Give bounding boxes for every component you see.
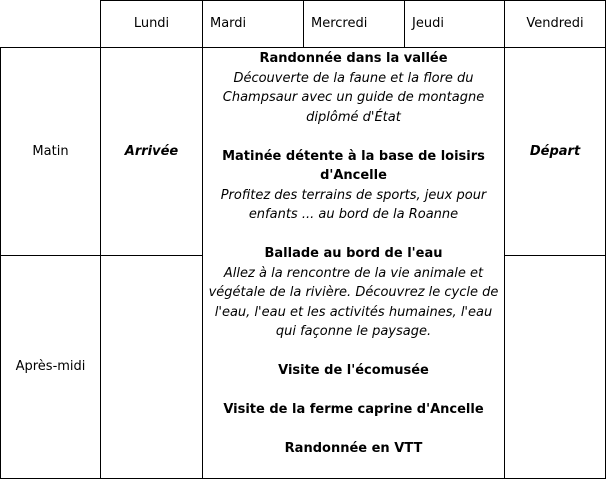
header-day-friday: Vendredi <box>526 16 584 32</box>
activity-item <box>203 439 504 459</box>
activity-title: Visite de l'écomusée <box>278 363 429 378</box>
activity-description: Profitez des terrains de sports, jeux pour enfants ... au bord de la Roanne <box>220 187 487 222</box>
friday-morning-departure: Départ <box>529 143 581 159</box>
activity-item <box>203 400 504 420</box>
activity-title: Randonnée en VTT <box>284 441 423 456</box>
activity-description: Découverte de la faune et la flore du Champsaur avec un guide de montagne diplômé d'État <box>222 70 485 125</box>
activity-item <box>203 147 504 225</box>
activity-item <box>203 244 504 342</box>
row-label-afternoon: Après-midi <box>15 359 86 375</box>
header-day-tuesday: Mardi <box>210 16 247 32</box>
activity-title: Ballade au bord de l'eau <box>264 246 443 261</box>
activities-list <box>203 49 504 459</box>
header-day-thursday: Jeudi <box>412 16 444 32</box>
header-day-wednesday: Mercredi <box>311 16 368 32</box>
activity-title: Randonnée dans la vallée <box>259 51 448 66</box>
row-divider-right <box>504 255 606 256</box>
monday-morning-arrival: Arrivée <box>124 143 179 159</box>
activity-item <box>203 361 504 381</box>
row-label-morning: Matin <box>32 143 69 159</box>
activity-title: Matinée détente à la base de loisirs d'Ancelle <box>222 148 485 183</box>
header-day-monday: Lundi <box>133 16 170 32</box>
activity-item <box>203 49 504 127</box>
activity-title: Visite de la ferme caprine d'Ancelle <box>223 402 484 417</box>
activity-description: Allez à la rencontre de la vie animale et végétale de la rivière. Découvrez le cycle de l'eau, l'eau et les activités humaines, l'eau qui façonne le paysage. <box>208 265 499 339</box>
